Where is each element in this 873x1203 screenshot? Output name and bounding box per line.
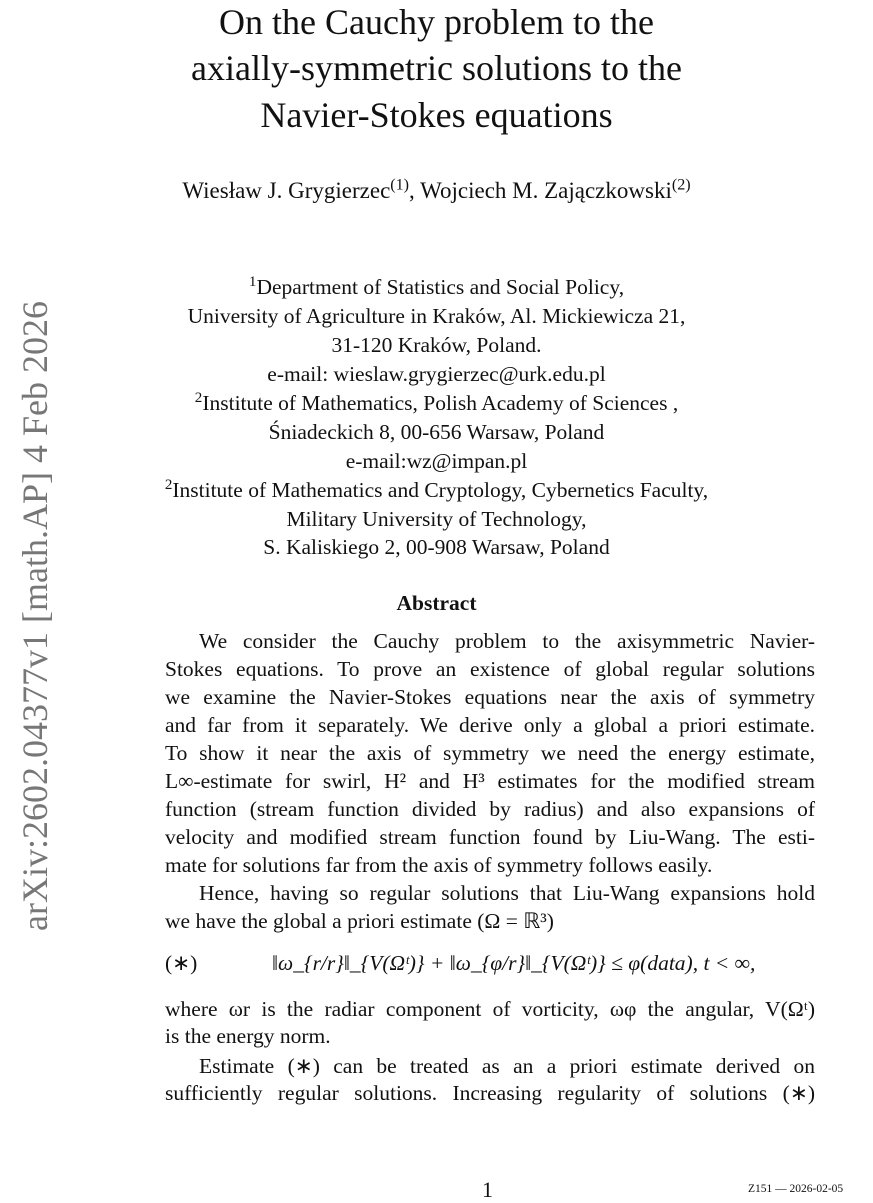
arxiv-stamp: arXiv:2602.04377v1 [math.AP] 4 Feb 2026: [15, 301, 55, 931]
author-1: Wiesław J. Grygierzec: [182, 178, 391, 203]
abstract-line: velocity and modified stream function found by Liu-Wang. The esti-: [165, 825, 815, 849]
title-line-1: On the Cauchy problem to the: [219, 2, 654, 42]
affiliation-line: [0, 534, 873, 560]
author-2-mark: (2): [671, 176, 691, 194]
abstract-line: Hence, having so regular solutions that Liu-Wang expansions hold: [199, 881, 815, 905]
abstract-line: mate for solutions far from the axis of symmetry follows easily.: [165, 853, 713, 877]
affiliation-text: S. Kaliskiego 2, 00-908 Warsaw, Poland: [263, 535, 610, 559]
author-1-mark: (1): [390, 176, 410, 194]
abstract-line: we examine the Navier-Stokes equations near the axis of symmetry: [165, 685, 815, 709]
affiliation-line: [0, 506, 873, 532]
footer-stamp: Z151 — 2026-02-05: [748, 1183, 844, 1195]
body-line: is the energy norm.: [165, 1024, 331, 1048]
title-line-2: axially-symmetric solutions to the: [191, 48, 682, 88]
affiliation-line: [0, 303, 873, 329]
affiliation-text: Institute of Mathematics, Polish Academy of Sciences ,: [202, 391, 679, 415]
title-line-3: Navier-Stokes equations: [260, 95, 613, 135]
equation-label: (∗): [165, 951, 198, 975]
abstract-line: and far from it separately. We derive only a global a priori estimate.: [165, 713, 815, 737]
affiliation-text: Institute of Mathematics and Cryptology, Cybernetics Faculty,: [172, 478, 709, 502]
affiliation-line: [0, 477, 873, 503]
affiliation-text: Military University of Technology,: [286, 507, 587, 531]
affiliation-text: e-mail:wz@impan.pl: [345, 449, 528, 473]
abstract-heading: Abstract: [396, 591, 477, 615]
affiliation-text: e-mail: wieslaw.grygierzec@urk.edu.pl: [267, 362, 606, 386]
page-number: 1: [482, 1177, 493, 1202]
abstract-line: We consider the Cauchy problem to the axisymmetric Navier-: [199, 629, 815, 653]
body-line: Estimate (∗) can be treated as an a priori estimate derived on: [199, 1054, 815, 1078]
affiliation-line: [0, 419, 873, 445]
affiliation-mark: 2: [164, 476, 173, 493]
affiliation-mark: 2: [194, 389, 203, 406]
abstract-line: function (stream function divided by radius) and also expansions of: [165, 797, 815, 821]
equation-body: ‖ω_{r/r}‖_{V(Ωᵗ)} + ‖ω_{φ/r}‖_{V(Ωᵗ)} ≤ φ(data), t < ∞,: [272, 951, 756, 975]
abstract-line: To show it near the axis of symmetry we need the energy estimate,: [165, 741, 815, 765]
affiliation-line: [0, 390, 873, 416]
affiliation-text: Śniadeckich 8, 00-656 Warsaw, Poland: [268, 420, 605, 444]
affiliation-text: Department of Statistics and Social Policy,: [256, 275, 625, 299]
affiliation-text: 31-120 Kraków, Poland.: [331, 333, 542, 357]
abstract-line: Stokes equations. To prove an existence of global regular solutions: [165, 657, 815, 681]
authors: [0, 178, 873, 204]
author-sep: ,: [409, 178, 421, 203]
affiliation-line: [0, 361, 873, 387]
body-line: sufficiently regular solutions. Increasing regularity of solutions (∗): [165, 1081, 815, 1105]
affiliation-line: [0, 332, 873, 358]
abstract-line: L∞-estimate for swirl, H² and H³ estimates for the modified stream: [165, 769, 815, 793]
affiliation-text: University of Agriculture in Kraków, Al. Mickiewicza 21,: [187, 304, 686, 328]
abstract-line: we have the global a priori estimate (Ω = ℝ³): [165, 909, 554, 933]
affiliation-line: [0, 274, 873, 300]
affiliation-mark: 1: [248, 273, 257, 290]
body-line: where ωr is the radiar component of vorticity, ωφ the angular, V(Ωᵗ): [165, 997, 815, 1021]
affiliation-line: [0, 448, 873, 474]
author-2: Wojciech M. Zajączkowski: [420, 178, 672, 203]
